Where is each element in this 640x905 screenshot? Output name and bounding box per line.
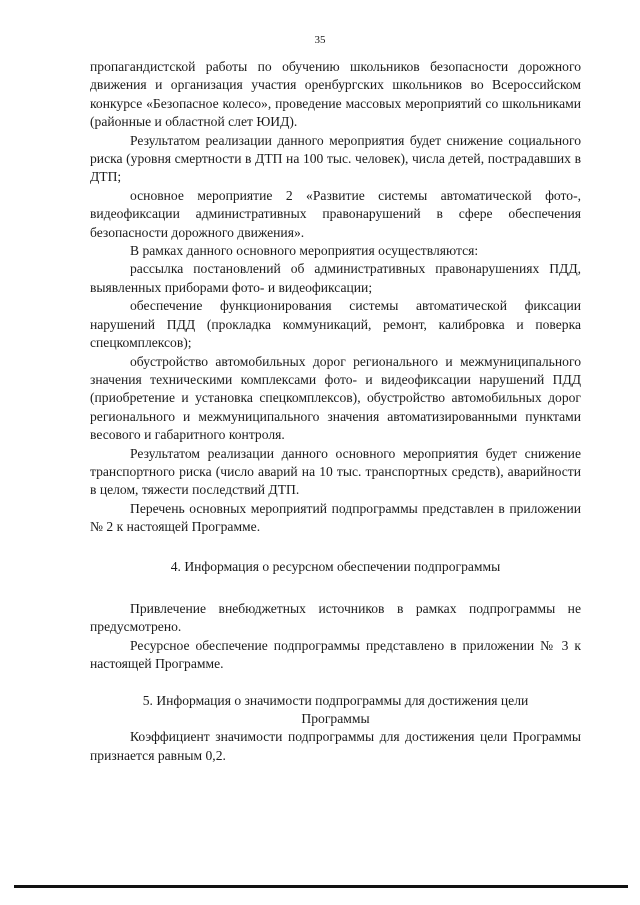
section-heading-4: 4. Информация о ресурсном обеспечении подпрограммы [170,558,501,574]
section-heading-5-line2: Программы [301,711,370,726]
paragraph: Ресурсное обеспечение подпрограммы представлено в приложении № 3 к настоящей Программе. [90,637,581,672]
paragraph: основное мероприятие 2 «Развитие системы автоматической фото-, видеофиксации административных правонарушений в сфере обеспечения безопасности дорожного движения». [90,187,581,240]
paragraph: рассылка постановлений об административных правонарушениях ПДД, выявленных приборами фото- и видеофиксации; [90,261,581,295]
section-heading-5: 5. Информация о значимости подпрограммы для достижения цели [142,692,529,708]
paragraph: Коэффициент значимости подпрограммы для достижения цели Программы признается равным 0,2. [90,729,581,763]
paragraph: обустройство автомобильных дорог регионального и межмуниципального значения техническими комплексами фото- и видеофиксации нарушений ПДД (приобретение и установка спецкомплексов), обустройство автомобильных дорог регионального и межмуниципального значения автоматизированными пунктами весового и габаритного контроля. [90,353,581,443]
bottom-rule [14,885,628,888]
paragraph: Результатом реализации данного мероприятия будет снижение социального риска (уровня смертности в ДТП на 100 тыс. человек), числа детей, пострадавших в ДТП; [90,132,581,185]
paragraph: Перечень основных мероприятий подпрограммы представлен в приложении № 2 к настоящей Программе. [90,500,581,535]
paragraph: пропагандистской работы по обучению школьников безопасности дорожного движения и организация участия оренбургских школьников во Всероссийском конкурсе «Безопасное колесо», проведение массовых мероприятий со школьниками (районные и областной слет ЮИД). [90,59,581,130]
paragraph: В рамках данного основного мероприятия осуществляются: [130,243,479,259]
document-body [90,58,581,765]
paragraph: обеспечение функционирования системы автоматической фиксации нарушений ПДД (прокладка коммуникаций, ремонт, калибровка и поверка спецкомплексов); [90,298,581,351]
paragraph: Результатом реализации данного основного мероприятия будет снижение транспортного риска (число аварий на 10 тыс. транспортных средств), аварийности в целом, тяжести последствий ДТП. [90,445,581,498]
page-number: 35 [314,34,326,46]
paragraph: Привлечение внебюджетных источников в рамках подпрограммы не предусмотрено. [90,600,581,635]
